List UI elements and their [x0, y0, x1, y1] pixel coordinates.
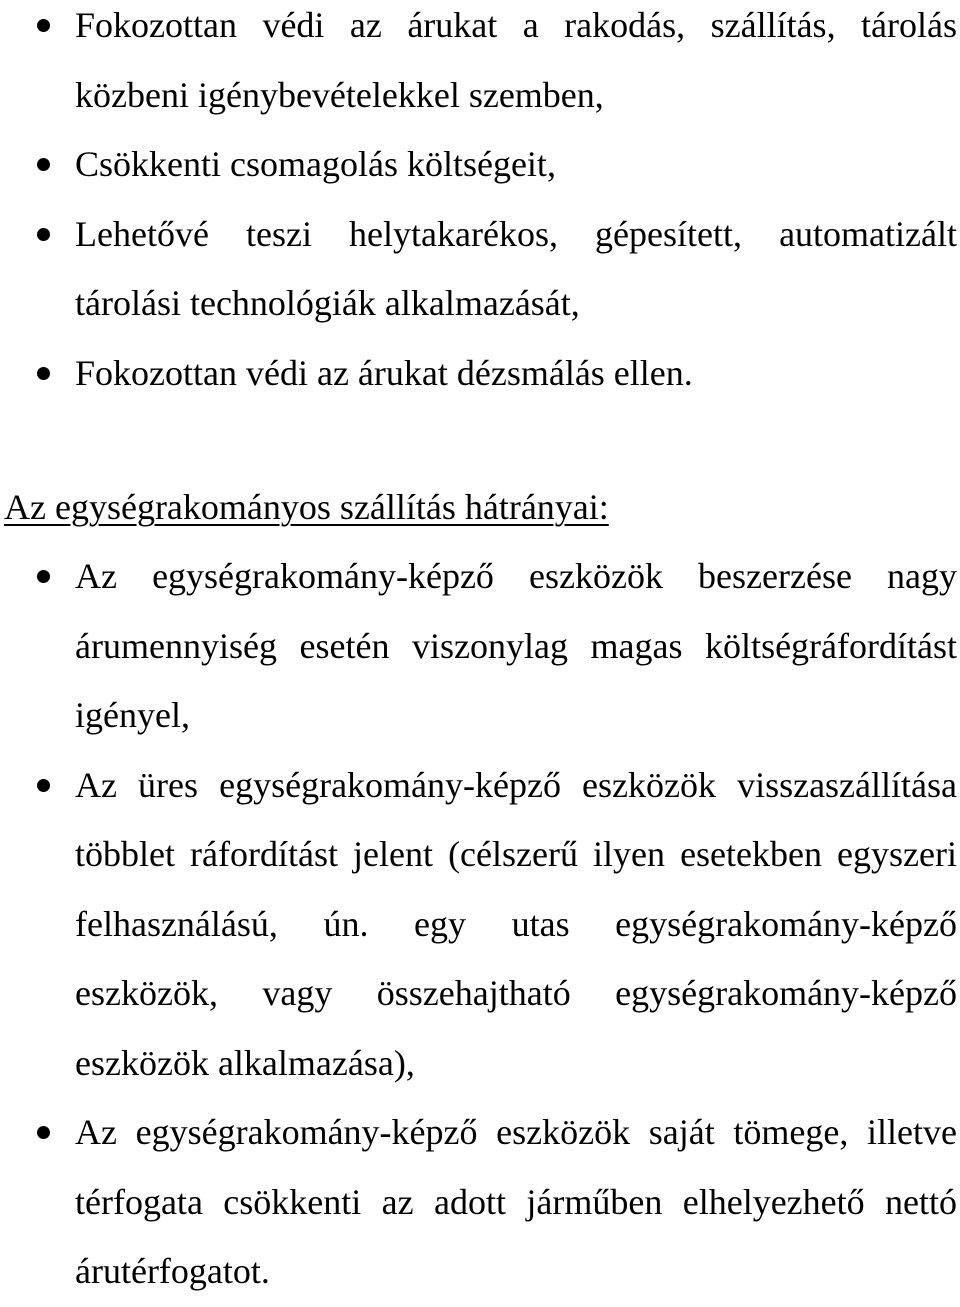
advantage-text: Fokozottan védi az árukat a rakodás, szállítás, tárolás közbeni igénybevételekkel szemben,: [75, 5, 957, 115]
advantage-text: Lehetővé teszi helytakarékos, gépesített, automatizált tárolási technológiák alkalmazását,: [75, 213, 957, 323]
disadvantage-text: Az üres egységrakomány-képző eszközök visszaszállítása többlet ráfordítást jelent (célszerű ilyen esetekben egyszeri felhasználású, ún. egy utas egységrakomány-képző eszközök, vagy összehajtható egységrakomány-képző eszközök alkalmazása),: [75, 764, 957, 1083]
advantage-item: [0, 0, 960, 130]
disadvantage-item: [0, 542, 960, 751]
bullet-icon: [37, 367, 50, 380]
bullet-icon: [37, 158, 50, 171]
advantage-text: Fokozottan védi az árukat dézsmálás ellen.: [75, 352, 693, 393]
disadvantage-text: Az egységrakomány-képző eszközök beszerzése nagy árumennyiség esetén viszonylag magas költségráfordítást igényel,: [75, 556, 957, 735]
disadvantages-heading: Az egységrakományos szállítás hátrányai:: [4, 487, 609, 527]
bullet-icon: [37, 228, 50, 241]
bullet-icon: [37, 779, 50, 792]
disadvantage-item: [0, 751, 960, 1099]
disadvantage-text: Az egységrakomány-képző eszközök saját tömege, illetve térfogata csökkenti az adott járműben elhelyezhető nettó árutérfogatot.: [75, 1112, 957, 1291]
bullet-icon: [37, 1126, 50, 1139]
advantage-item: [0, 200, 960, 339]
bullet-icon: [37, 19, 50, 32]
disadvantage-item: [0, 1098, 960, 1307]
advantage-text: Csökkenti csomagolás költségeit,: [75, 144, 556, 184]
advantages-list: [0, 0, 960, 408]
bullet-icon: [37, 570, 50, 583]
advantage-item: [0, 339, 960, 409]
advantage-item: [0, 130, 960, 200]
disadvantages-list: [0, 542, 960, 1307]
